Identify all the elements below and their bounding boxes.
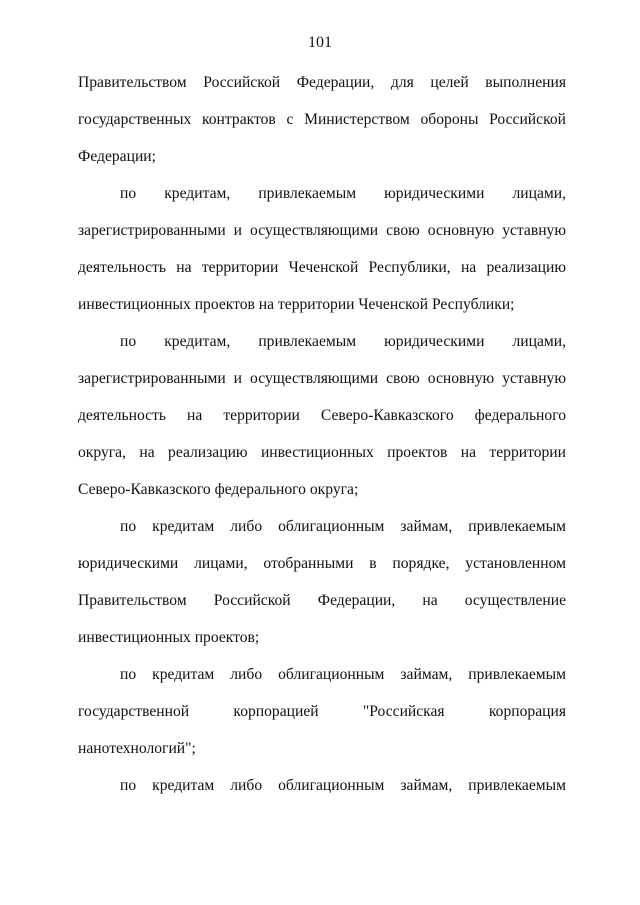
text-line: государственной корпорацией "Российская корпорация [78,703,566,720]
text-line: Правительством Российской Федерации, на осуществление [78,592,566,609]
text-line: инвестиционных проектов; [78,629,260,646]
page-number: 101 [308,34,332,51]
text-line: юридическими лицами, отобранными в порядке, установленном [78,555,566,572]
body-text [78,73,566,813]
paragraph-first-line: по кредитам, привлекаемым юридическими лицами, [120,333,566,350]
text-line: деятельность на территории Чеченской Республики, на реализацию [78,259,566,276]
text-line: государственных контрактов с Министерством обороны Российской [78,111,566,128]
paragraph-first-line: по кредитам либо облигационным займам, привлекаемым [120,777,566,794]
text-line: зарегистрированными и осуществляющими свою основную уставную [78,222,566,239]
text-line: инвестиционных проектов на территории Чеченской Республики; [78,296,515,313]
text-line: Федерации; [78,148,156,165]
paragraph-first-line: по кредитам, привлекаемым юридическими лицами, [120,185,566,202]
text-line: округа, на реализацию инвестиционных проектов на территории [78,444,566,461]
text-line: нанотехнологий"; [78,740,196,757]
paragraph-first-line: по кредитам либо облигационным займам, привлекаемым [120,518,566,535]
text-line: Правительством Российской Федерации, для целей выполнения [78,74,566,91]
text-line: зарегистрированными и осуществляющими свою основную уставную [78,370,566,387]
text-line: Северо-Кавказского федерального округа; [78,481,359,498]
text-line: деятельность на территории Северо-Кавказского федерального [78,407,566,424]
paragraph-first-line: по кредитам либо облигационным займам, привлекаемым [120,666,566,683]
